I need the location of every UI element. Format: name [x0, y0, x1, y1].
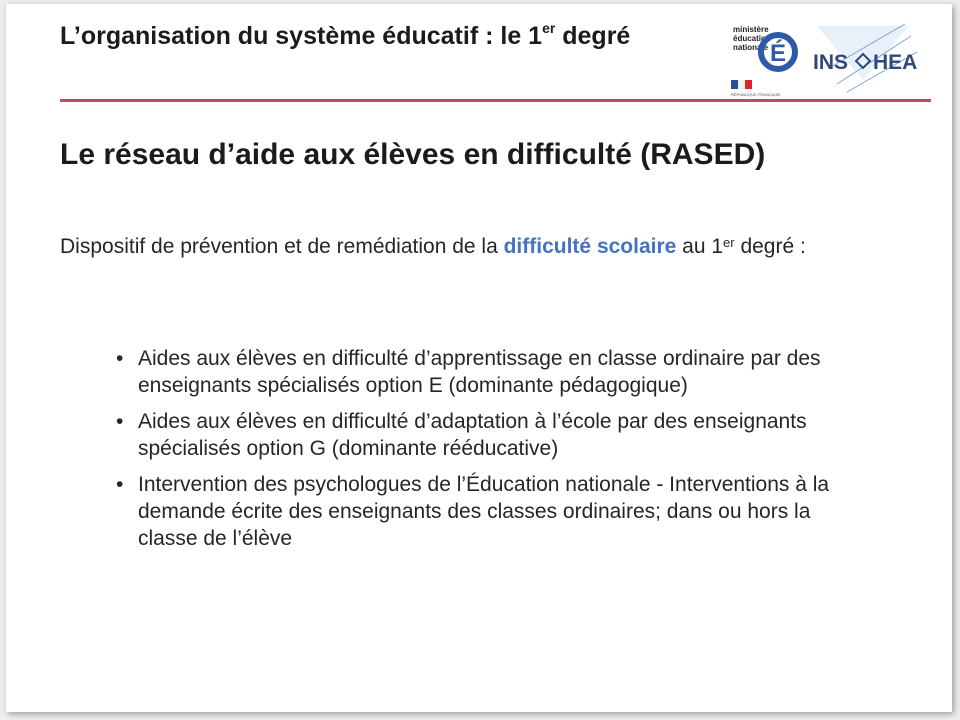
bullet-text: Aides aux élèves en difficulté d’apprentissage en classe ordinaire par des enseignants spécialisés option E (dominante pédagogique) [138, 347, 821, 397]
inshea-logo [807, 18, 925, 98]
bullet-item [116, 471, 858, 552]
title-superscript: er [542, 20, 556, 36]
ministere-logo [723, 18, 798, 98]
ministere-letter: É [769, 40, 787, 67]
ministere-line2: éducation [733, 34, 771, 43]
bullet-text: Intervention des psychologues de l’Éducation nationale - Interventions à la demande écrite des enseignants des classes ordinaires; dans ou hors la classe de l’élève [138, 473, 830, 550]
bullet-icon: • [116, 410, 124, 433]
bullet-item [116, 408, 858, 462]
ministere-line1: ministère [733, 25, 769, 34]
bullet-list [116, 345, 858, 561]
slide-title [60, 22, 630, 51]
republique-text: RÉPUBLIQUE FRANÇAISE [731, 92, 781, 97]
inshea-left-text: INS [813, 51, 849, 74]
title-rule [60, 99, 931, 102]
intro-paragraph [60, 231, 890, 263]
intro-highlight: difficulté scolaire [503, 235, 677, 258]
inshea-right-text: HEA [873, 51, 918, 74]
ministere-line3: nationale [733, 43, 769, 52]
intro-before: Dispositif de prévention et de remédiation de la [60, 235, 504, 258]
intro-end: degré : [734, 235, 806, 258]
title-main: L’organisation du système éducatif : le 1 [60, 22, 543, 50]
bullet-icon: • [116, 347, 124, 370]
title-end: degré [555, 22, 631, 50]
intro-after: au 1 [676, 235, 724, 258]
bullet-icon: • [116, 473, 124, 496]
slide [6, 4, 952, 712]
bullet-item [116, 345, 858, 399]
intro-superscript: er [723, 235, 735, 250]
subtitle: Le réseau d’aide aux élèves en difficulté (RASED) [60, 138, 766, 171]
bullet-text: Aides aux élèves en difficulté d’adaptation à l’école par des enseignants spécialisés option G (dominante rééducative) [138, 410, 807, 460]
